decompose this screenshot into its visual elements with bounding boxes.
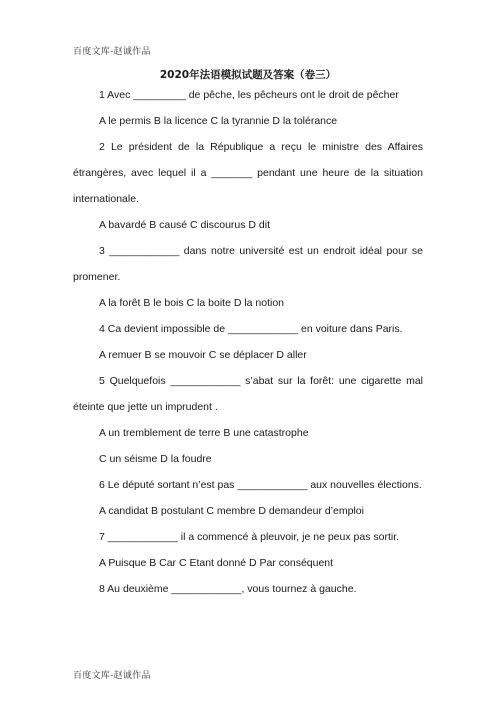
question-5-options-line-2: C un séisme D la foudre [99, 453, 212, 465]
question-4-options: A remuer B se mouvoir C se déplacer D aller [99, 349, 307, 361]
question-2: 2 Le président de la République a reçu le ministre des Affaires étrangères, avec lequel il a _______ pendant une heure de la situation internationale. [73, 141, 423, 205]
question-4: 4 Ca devient impossible de ____________ en voiture dans Paris. [99, 323, 403, 335]
document-title: 2020年法语模拟试题及答案（卷三） [159, 69, 337, 81]
question-1: 1 Avec _________ de pêche, les pêcheurs ont le droit de pêcher [99, 89, 399, 101]
document-body [73, 82, 423, 602]
page-footer: 百度文库-赵诚作品 [73, 671, 151, 681]
question-1-options: A le permis B la licence C la tyrannie D la tolérance [99, 115, 338, 127]
question-2-options: A bavardé B causé C discourus D dit [99, 219, 271, 231]
question-5-options-line-1: A un tremblement de terre B une catastrophe [99, 427, 309, 439]
question-6: 6 Le député sortant n’est pas ____________ aux nouvelles élections. [99, 479, 422, 491]
question-3-options: A la forêt B le bois C la boite D la notion [99, 297, 285, 309]
question-7: 7 ____________ il a commencé à pleuvoir, je ne peux pas sortir. [99, 531, 400, 543]
question-3: 3 ____________ dans notre université est un endroit idéal pour se promener. [73, 245, 423, 283]
question-7-options: A Puisque B Car C Etant donné D Par conséquent [99, 557, 334, 569]
page-header: 百度文库-赵诚作品 [73, 47, 151, 57]
question-6-options: A candidat B postulant C membre D demandeur d’emploi [99, 505, 364, 517]
question-8: 8 Au deuxième ____________, vous tournez à gauche. [99, 583, 357, 595]
question-5: 5 Quelquefois ____________ s’abat sur la forêt: une cigarette mal éteinte que jette un imprudent . [73, 375, 423, 413]
